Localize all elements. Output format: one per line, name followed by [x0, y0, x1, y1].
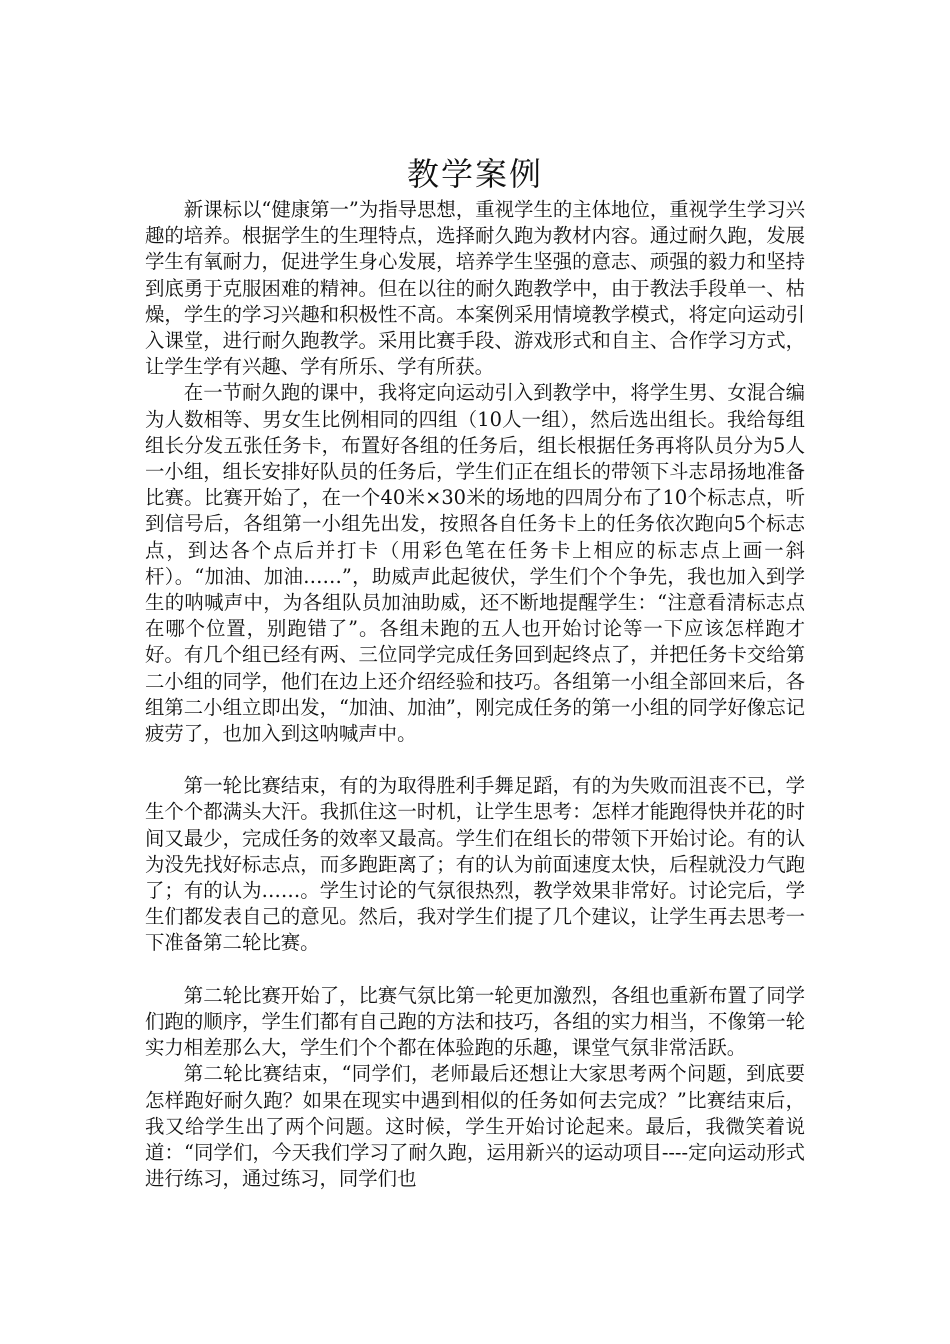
- paragraph-introduction: 新课标以“健康第一”为指导思想，重视学生的主体地位，重视学生学习兴趣的培养。根据学生的生理特点，选择耐久跑为教材内容。通过耐久跑，发展学生有氧耐力，促进学生身心发展，培养学生坚强的意志、顽强的毅力和坚持到底勇于克服困难的精神。但在以往的耐久跑教学中，由于教法手段单一、枯燥，学生的学习兴趣和积极性不高。本案例采用情境教学模式，将定向运动引入课堂，进行耐久跑教学。采用比赛手段、游戏形式和自主、合作学习方式，让学生学有兴趣、学有所乐、学有所获。: [145, 198, 805, 379]
- document-body: [145, 197, 805, 1192]
- paragraph-first-round: 第一轮比赛结束，有的为取得胜利手舞足蹈，有的为失败而沮丧不已，学生个个都满头大汗。我抓住这一时机，让学生思考：怎样才能跑得快并花的时间又最少，完成任务的效率又最高。学生们在组长的带领下开始讨论。有的认为没先找好标志点，而多跑距离了；有的认为前面速度太快，后程就没力气跑了；有的认为……。学生讨论的气氛很热烈，教学效果非常好。讨论完后，学生们都发表自己的意见。然后，我对学生们提了几个建议，让学生再去思考一下准备第二轮比赛。: [145, 774, 805, 955]
- paragraph-lesson-setup: 在一节耐久跑的课中，我将定向运动引入到教学中，将学生男、女混合编为人数相等、男女生比例相同的四组（10人一组），然后选出组长。我给每组组长分发五张任务卡，布置好各组的任务后，组长根据任务再将队员分为5人一小组，组长安排好队员的任务后，学生们正在组长的带领下斗志昂扬地准备比赛。比赛开始了，在一个40米×30米的场地的四周分布了10个标志点，听到信号后，各组第一小组先出发，按照各自任务卡上的任务依次跑向5个标志点，到达各个点后并打卡（用彩色笔在任务卡上相应的标志点上画一斜杆）。“加油、加油……”，助威声此起彼伏，学生们个个争先，我也加入到学生的呐喊声中，为各组队员加油助威，还不断地提醒学生：“注意看清标志点在哪个位置，别跑错了”。各组未跑的五人也开始讨论等一下应该怎样跑才好。有几个组已经有两、三位同学完成任务回到起终点了，并把任务卡交给第二小组的同学，他们在边上还介绍经验和技巧。各组第一小组全部回来后，各组第二小组立即出发，“加油、加油”，刚完成任务的第一小组的同学好像忘记疲劳了，也加入到这呐喊声中。: [145, 381, 805, 746]
- paragraph-second-round: 第二轮比赛开始了，比赛气氛比第一轮更加激烈，各组也重新布置了同学们跑的顺序，学生们都有自己跑的方法和技巧，各组的实力相当，不像第一轮实力相差那么大，学生们个个都在体验跑的乐趣，课堂气氛非常活跃。: [145, 983, 805, 1060]
- paragraph-spacer: [145, 747, 805, 773]
- document-title: 教学案例: [406, 155, 543, 194]
- paragraph-spacer: [145, 957, 805, 983]
- paragraph-conclusion: 第二轮比赛结束，“同学们，老师最后还想让大家思考两个问题，到底要怎样跑好耐久跑？如果在现实中遇到相似的任务如何去完成？”比赛结束后，我又给学生出了两个问题。这时候，学生开始讨论起来。最后，我微笑着说道：“同学们，今天我们学习了耐久跑，运用新兴的运动项目----定向运动形式进行练习，通过练习，同学们也: [145, 1062, 805, 1191]
